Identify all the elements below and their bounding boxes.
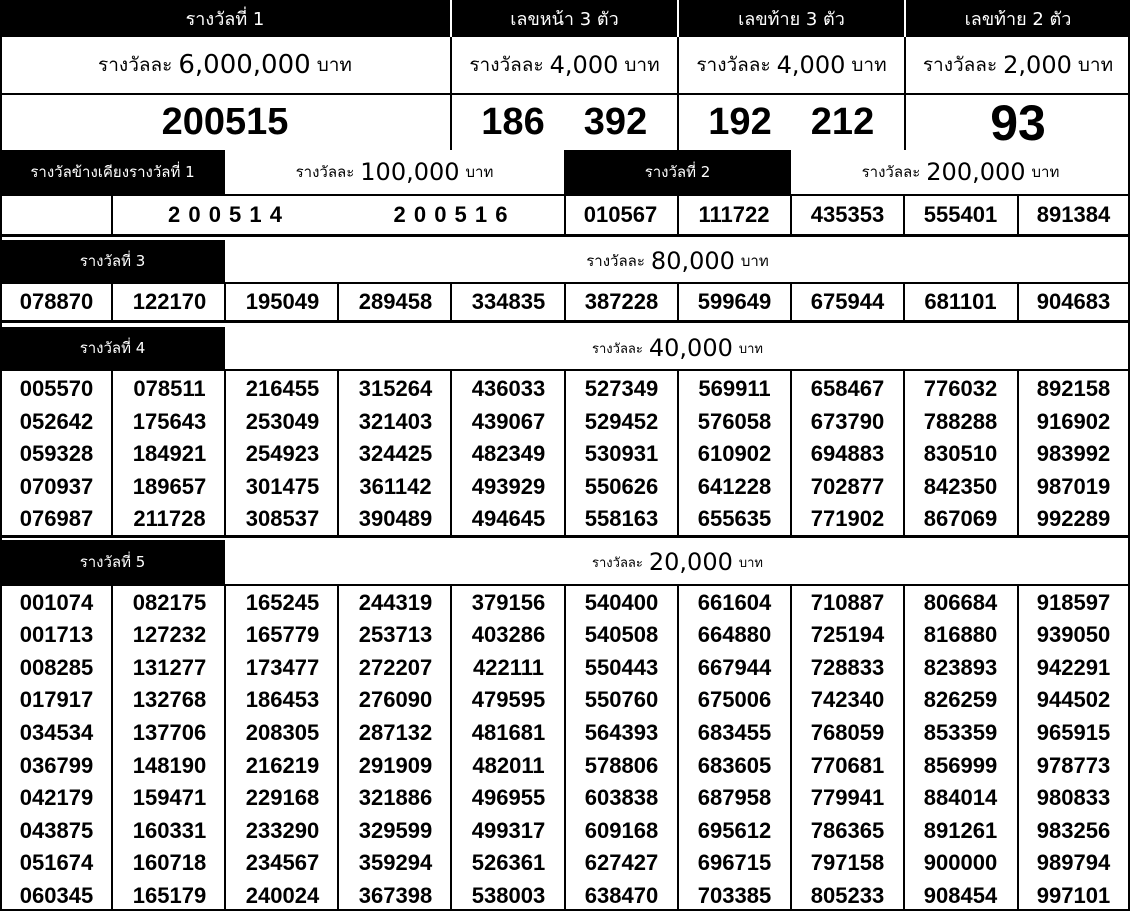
prize-number: 826259 [923,687,998,712]
prize-number: 240024 [245,883,320,908]
prize-number: 904683 [1036,289,1111,314]
prize-number: 529452 [584,409,659,434]
amount-prefix: รางวัลละ [295,163,355,181]
prize-number: 658467 [810,376,885,401]
prize-number: 599649 [697,289,772,314]
prize-number: 771902 [810,506,885,531]
prize-number: 681101 [924,289,997,314]
prize-number: 324425 [358,441,433,466]
prize-number: 321403 [358,409,433,434]
prize-number: 160331 [132,818,207,843]
prize-number: 823893 [923,655,998,680]
prize-number: 992289 [1036,506,1111,531]
prize-number: 987019 [1036,474,1111,499]
prize-number: 127232 [132,622,207,647]
prize-number: 499317 [471,818,546,843]
prize-number: 001713 [19,622,94,647]
front-three-number: 392 [583,101,648,143]
prize-number: 942291 [1036,655,1111,680]
prize-number: 070937 [19,474,94,499]
amount-unit: บาท [624,54,660,76]
prize-number: 603838 [584,785,659,810]
prize-number: 082175 [132,590,207,615]
prize-number: 978773 [1036,753,1111,778]
prize-number: 944502 [1036,687,1111,712]
first-prize-number: 200515 [161,101,289,143]
prize-number: 078511 [133,376,206,401]
prize-number: 289458 [358,289,433,314]
prize-number: 661604 [697,590,772,615]
prize-number: 436033 [471,376,546,401]
prize-number: 900000 [923,850,998,875]
last-three-number: 212 [810,101,875,143]
prize-number: 816880 [923,622,998,647]
prize-number: 308537 [245,506,320,531]
prize-number: 696715 [697,850,772,875]
prize-number: 576058 [697,409,772,434]
amount-unit: บาท [740,252,769,270]
prize-number: 550626 [584,474,659,499]
prize-number: 479595 [471,687,546,712]
prize-number: 683605 [697,753,772,778]
prize-number: 403286 [471,622,546,647]
prize-number: 867069 [923,506,998,531]
prize-number: 043875 [19,818,94,843]
last-three-amount [679,37,904,93]
prize-number: 908454 [923,883,998,908]
prize-number: 856999 [923,753,998,778]
prize-number: 695612 [697,818,772,843]
prize-number: 806684 [923,590,998,615]
prize-number: 481681 [471,720,546,745]
prize-number: 131277 [132,655,207,680]
prize-number: 422111 [473,655,544,680]
prize-number: 359294 [358,850,433,875]
amount-value: 2,000 [1003,51,1072,79]
prize-number: 540400 [584,590,659,615]
prize-number: 494645 [471,506,546,531]
prize-number: 291909 [358,753,433,778]
prize-number: 321886 [358,785,433,810]
prize-number: 540508 [584,622,659,647]
second-prize-number: 891384 [1036,202,1111,227]
prize-number: 939050 [1036,622,1111,647]
fifth-prize-label: รางวัลที่ 5 [0,540,225,584]
amount-value: 20,000 [648,548,733,576]
prize-number: 655635 [697,506,772,531]
prize-number: 493929 [471,474,546,499]
prize-number: 891261 [923,818,998,843]
prize-number: 076987 [19,506,94,531]
prize-number: 379156 [471,590,546,615]
prize-number: 538003 [471,883,546,908]
prize-number: 042179 [19,785,94,810]
prize-number: 051674 [19,850,94,875]
prize-number: 526361 [471,850,546,875]
prize-number: 742340 [810,687,885,712]
prize-number: 530931 [584,441,659,466]
prize-number: 059328 [19,441,94,466]
prize-number: 195049 [245,289,320,314]
prize-number: 287132 [358,720,433,745]
prize-number: 609168 [584,818,659,843]
prize-number: 186453 [245,687,320,712]
prize-number: 036799 [19,753,94,778]
prize-number: 216219 [245,753,320,778]
prize-number: 788288 [923,409,998,434]
prize-number: 776032 [923,376,998,401]
prize-number: 687958 [697,785,772,810]
adjacent-prize-amount [225,150,564,194]
third-prize-label: รางวัลที่ 3 [0,240,225,282]
prize-number: 254923 [245,441,320,466]
amount-unit: บาท [1077,54,1114,76]
prize-number: 558163 [584,506,659,531]
first-prize-amount [0,37,450,93]
amount-unit: บาท [738,555,763,571]
amount-value: 4,000 [776,51,846,79]
amount-value: 80,000 [650,247,735,275]
prize-number: 768059 [810,720,885,745]
prize-number: 482349 [471,441,546,466]
prize-number: 550443 [584,655,659,680]
prize-number: 165779 [245,622,320,647]
fourth-prize-amount [225,327,1130,369]
amount-unit: บาท [316,54,352,76]
amount-prefix: รางวัลละ [861,163,921,181]
prize-number: 965915 [1036,720,1111,745]
prize-number: 216455 [245,376,320,401]
prize-number: 983256 [1036,818,1111,843]
adjacent-number: 2 0 0 5 1 4 [168,202,283,227]
last-two-amount [906,37,1130,93]
prize-number: 160718 [132,850,207,875]
front-three-number: 186 [481,101,545,143]
prize-number: 008285 [19,655,94,680]
third-prize-amount [225,240,1130,282]
front-three-header: เลขหน้า 3 ตัว [452,0,677,37]
amount-prefix: รางวัลละ [98,54,173,76]
prize-number: 884014 [923,785,998,810]
second-prize-number: 435353 [810,202,885,227]
first-prize-header: รางวัลที่ 1 [0,0,450,37]
prize-number: 702877 [810,474,885,499]
last-two-header: เลขท้าย 2 ตัว [906,0,1130,37]
fourth-prize-label: รางวัลที่ 4 [0,327,225,369]
amount-value: 40,000 [648,334,733,362]
prize-number: 664880 [697,622,772,647]
prize-number: 001074 [19,590,94,615]
prize-number: 805233 [810,883,885,908]
second-prize-number: 010567 [583,202,658,227]
prize-number: 387228 [584,289,659,314]
prize-number: 842350 [923,474,998,499]
prize-number: 122170 [132,289,207,314]
prize-number: 527349 [584,376,659,401]
second-prize-label: รางวัลที่ 2 [564,150,791,194]
prize-number: 569911 [698,376,771,401]
prize-number: 673790 [810,409,885,434]
prize-number: 276090 [358,687,433,712]
amount-value: 6,000,000 [178,50,311,80]
prize-number: 165245 [245,590,320,615]
amount-prefix: รางวัลละ [586,252,645,270]
prize-number: 997101 [1036,883,1111,908]
prize-number: 439067 [471,409,546,434]
prize-number: 610902 [697,441,772,466]
amount-unit: บาท [738,341,763,357]
last-three-header: เลขท้าย 3 ตัว [679,0,904,37]
prize-number: 137706 [132,720,207,745]
prize-number: 173477 [245,655,320,680]
prize-number: 980833 [1036,785,1111,810]
prize-number: 578806 [584,753,659,778]
prize-number: 253713 [358,622,433,647]
second-prize-amount [791,150,1130,194]
amount-unit: บาท [851,54,887,76]
amount-prefix: รางวัลละ [696,54,771,76]
prize-number: 005570 [19,376,94,401]
prize-number: 132768 [132,687,207,712]
prize-number: 078870 [19,289,94,314]
prize-number: 253049 [245,409,320,434]
prize-number: 892158 [1036,376,1111,401]
amount-prefix: รางวัลละ [469,54,544,76]
prize-number: 334835 [471,289,546,314]
prize-number: 272207 [358,655,433,680]
prize-number: 229168 [245,785,320,810]
prize-number: 390489 [358,506,433,531]
prize-number: 184921 [132,441,207,466]
amount-unit: บาท [465,163,494,181]
prize-number: 482011 [472,753,545,778]
front-three-amount [452,37,677,93]
prize-number: 550760 [584,687,659,712]
prize-number: 694883 [810,441,885,466]
amount-prefix: รางวัลละ [592,341,643,357]
prize-number: 989794 [1036,850,1111,875]
fifth-prize-amount [225,540,1130,584]
prize-number: 853359 [923,720,998,745]
prize-number: 770681 [810,753,885,778]
prize-number: 233290 [245,818,320,843]
prize-number: 017917 [19,687,94,712]
prize-number: 683455 [697,720,772,745]
prize-number: 667944 [697,655,772,680]
prize-number: 496955 [471,785,546,810]
prize-number: 159471 [132,785,207,810]
prize-number: 786365 [810,818,885,843]
amount-value: 100,000 [360,158,460,186]
prize-number: 779941 [810,785,885,810]
prize-number: 564393 [584,720,659,745]
prize-number: 983992 [1036,441,1111,466]
prize-number: 234567 [245,850,320,875]
adjacent-number: 2 0 0 5 1 6 [393,202,509,227]
prize-number: 703385 [697,883,772,908]
adjacent-prize-label: รางวัลข้างเคียงรางวัลที่ 1 [0,150,225,194]
prize-number: 211728 [133,506,206,531]
prize-number: 189657 [132,474,207,499]
prize-number: 638470 [584,883,659,908]
last-three-number: 192 [708,101,772,143]
prize-number: 315264 [358,376,433,401]
prize-number: 675006 [697,687,772,712]
second-prize-number: 111722 [698,202,770,227]
prize-number: 148190 [132,753,207,778]
prize-number: 797158 [810,850,885,875]
amount-value: 4,000 [549,51,619,79]
prize-number: 208305 [245,720,320,745]
prize-number: 830510 [923,441,998,466]
prize-number: 175643 [132,409,207,434]
prize-number: 675944 [810,289,885,314]
prize-number: 301475 [245,474,320,499]
amount-prefix: รางวัลละ [592,555,643,571]
prize-number: 725194 [810,622,885,647]
amount-unit: บาท [1031,163,1060,181]
prize-number: 627427 [584,850,659,875]
prize-number: 165179 [132,883,207,908]
prize-number: 060345 [19,883,94,908]
prize-number: 361142 [359,474,432,499]
prize-number: 728833 [810,655,885,680]
prize-number: 329599 [358,818,433,843]
second-prize-number: 555401 [923,202,998,227]
prize-number: 034534 [19,720,94,745]
prize-number: 641228 [697,474,772,499]
amount-value: 200,000 [926,158,1026,186]
prize-number: 916902 [1036,409,1111,434]
prize-number: 052642 [19,409,94,434]
prize-number: 710887 [810,590,885,615]
prize-number: 244319 [358,590,433,615]
last-two-number: 93 [990,94,1046,151]
amount-prefix: รางวัลละ [922,54,998,76]
prize-number: 918597 [1036,590,1111,615]
prize-number: 367398 [358,883,433,908]
